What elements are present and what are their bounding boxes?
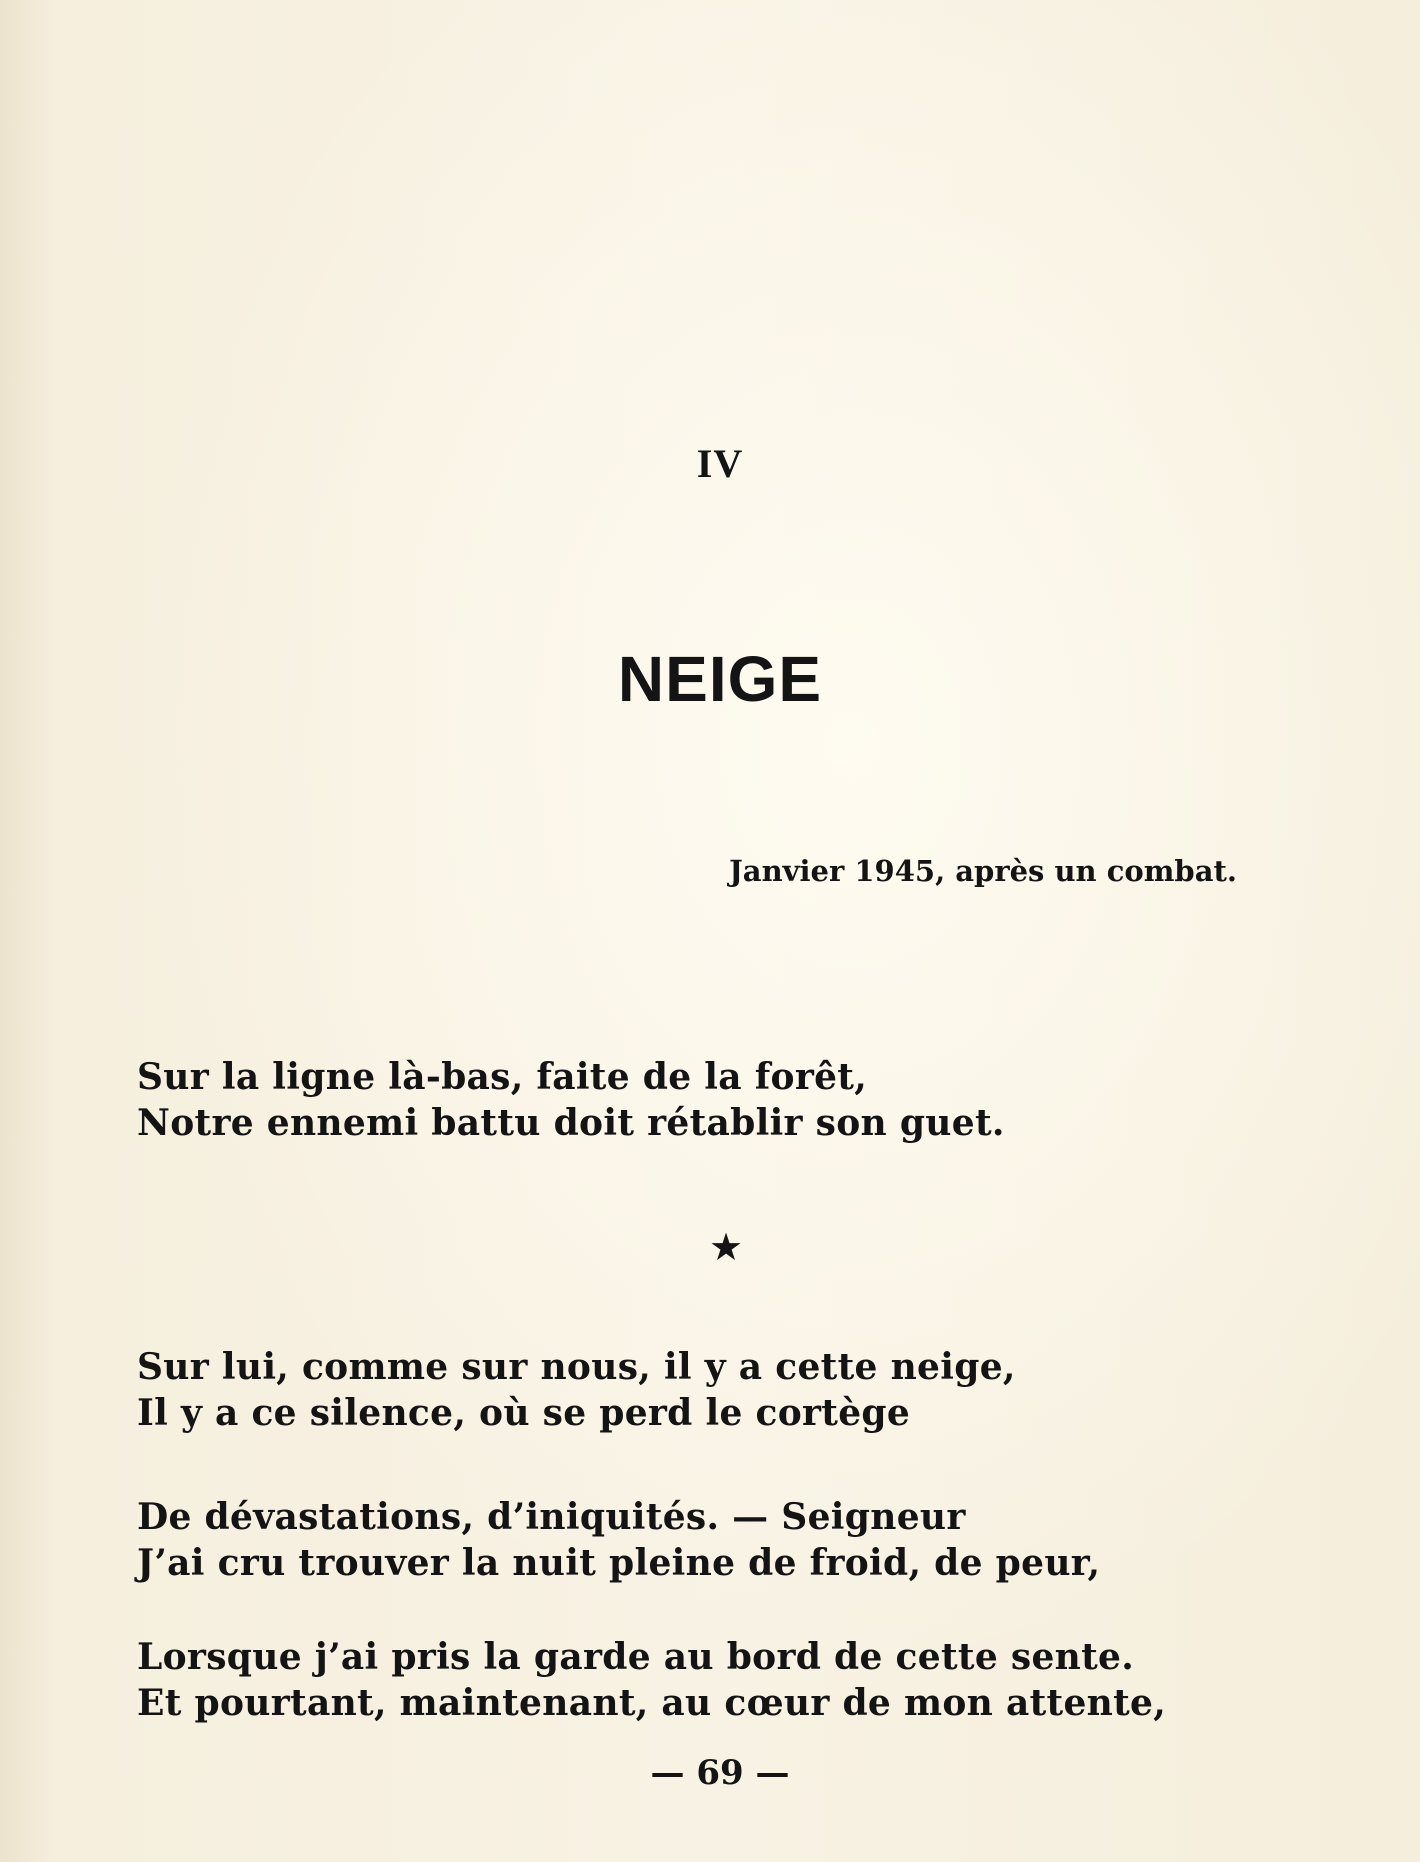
chapter-title: NEIGE xyxy=(617,643,823,715)
verse-line: Et pourtant, maintenant, au cœur de mon attente, xyxy=(137,1682,1167,1724)
chapter-number: IV xyxy=(696,441,744,486)
verse-line: Notre ennemi battu doit rétablir son guet. xyxy=(137,1102,1005,1144)
stanza-3 xyxy=(137,1494,1337,1586)
verse-line: De dévastations, d’iniquités. — Seigneur xyxy=(137,1496,966,1538)
verse-line: Lorsque j’ai pris la garde au bord de cette sente. xyxy=(137,1636,1135,1678)
stanza-2 xyxy=(137,1344,1337,1436)
verse-line: Sur lui, comme sur nous, il y a cette neige, xyxy=(137,1346,1016,1388)
epigraph: Janvier 1945, après un combat. xyxy=(729,854,1237,888)
verse-line: J’ai cru trouver la nuit pleine de froid, de peur, xyxy=(137,1542,1101,1584)
page-number: — 69 — xyxy=(650,1753,790,1793)
verse-line: Il y a ce silence, où se perd le cortège xyxy=(137,1392,911,1434)
stanza-4 xyxy=(137,1634,1337,1726)
star-divider-icon: ★ xyxy=(708,1225,744,1269)
stanza-1 xyxy=(137,1054,1337,1146)
verse-line: Sur la ligne là-bas, faite de la forêt, xyxy=(137,1056,868,1098)
